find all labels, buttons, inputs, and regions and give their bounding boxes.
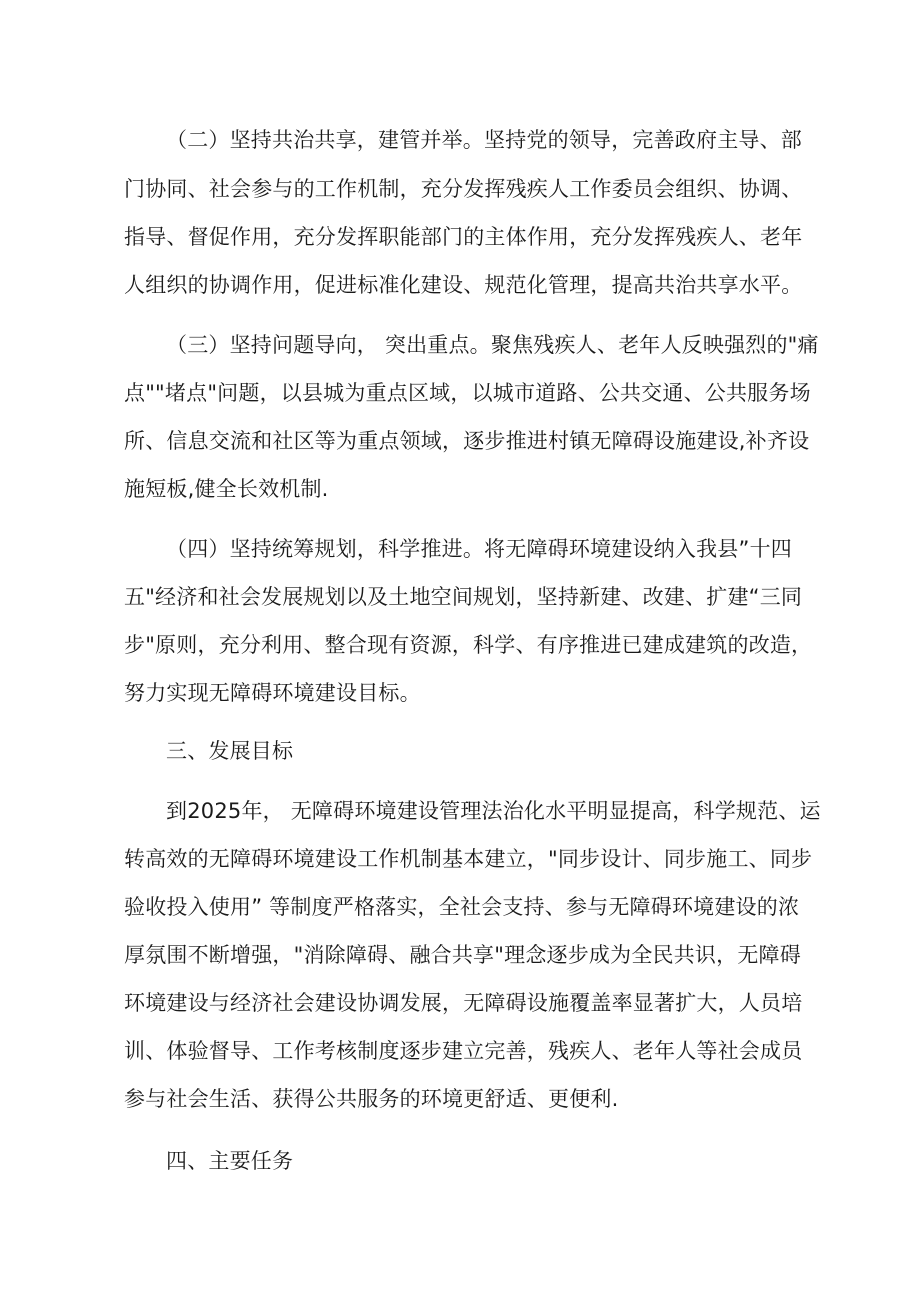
paragraph-2-line-3: 指导、督促作用，充分发挥职能部门的主体作用，充分发挥残疾人、老年	[124, 225, 803, 249]
paragraph-2-line-4: 人组织的协调作用，促进标准化建设、规范化管理，提高共治共享水平。	[124, 273, 803, 297]
section-heading-tasks: 四、主要任务	[166, 1149, 294, 1173]
section-heading-goals: 三、发展目标	[166, 739, 294, 763]
goals-line-6: 训、体验督导、工作考核制度逐步建立完善，残疾人、老年人等社会成员	[124, 1039, 803, 1063]
paragraph-3-line-4: 施短板,健全长效机制.	[124, 477, 329, 501]
goals-line-7: 参与社会生活、获得公共服务的环境更舒适、更便利.	[124, 1087, 619, 1111]
goals-line-1: 到2025年， 无障碍环境建设管理法治化水平明显提高，科学规范、运	[166, 799, 821, 823]
goals-line-2: 转高效的无障碍环境建设工作机制基本建立，"同步设计、同步施工、同步	[124, 847, 813, 871]
paragraph-4-line-4: 努力实现无障碍环境建设目标。	[124, 681, 421, 705]
paragraph-3-line-1: （三）坚持问题导向， 突出重点。聚焦残疾人、老年人反映强烈的"痛	[166, 333, 819, 357]
goals-line-5: 环境建设与经济社会建设协调发展，无障碍设施覆盖率显著扩大，人员培	[124, 991, 803, 1015]
paragraph-4-line-3: 步"原则，充分利用、整合现有资源，科学、有序推进已建成建筑的改造，	[124, 633, 813, 657]
paragraph-4-line-2: 五"经济和社会发展规划以及土地空间规划，坚持新建、改建、扩建“三同	[124, 585, 803, 609]
goals-line-3: 验收投入使用” 等制度严格落实，全社会支持、参与无障碍环境建设的浓	[124, 895, 800, 919]
goals-line-4: 厚氛围不断增强，"消除障碍、融合共享"理念逐步成为全民共识，无障碍	[124, 943, 801, 967]
paragraph-2-line-1: （二）坚持共治共享，建管并举。坚持党的领导，完善政府主导、部	[166, 128, 802, 152]
paragraph-3-line-2: 点""堵点"问题，以县城为重点区域，以城市道路、公共交通、公共服务场	[124, 381, 811, 405]
paragraph-2-line-2: 门协同、社会参与的工作机制，充分发挥残疾人工作委员会组织、协调、	[124, 177, 803, 201]
paragraph-4-line-1: （四）坚持统筹规划，科学推进。将无障碍环境建设纳入我县”十四	[166, 537, 792, 561]
paragraph-3-line-3: 所、信息交流和社区等为重点领域，逐步推进村镇无障碍设施建设,补齐设	[124, 429, 810, 453]
